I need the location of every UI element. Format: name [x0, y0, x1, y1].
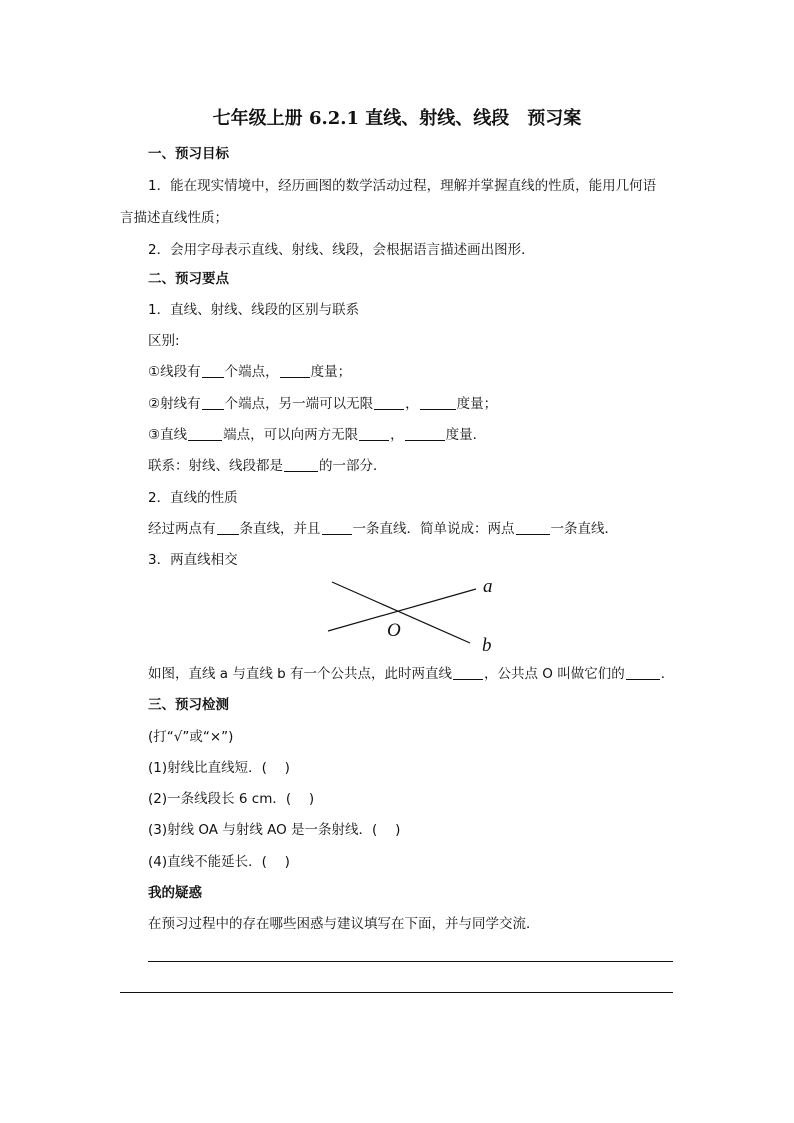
property-line: 经过两点有 条直线，并且 一条直线．简单说成：两点 一条直线． — [148, 521, 618, 537]
blank-intersection-point[interactable] — [626, 665, 660, 680]
section-heading-points: 二、预习要点 — [148, 271, 229, 287]
check-question-3[interactable]: (3)射线 OA 与射线 AO 是一条射线．( ) — [148, 822, 401, 838]
label-a: a — [483, 576, 493, 597]
relation-line: 联系：射线、线段都是 的一部分． — [148, 458, 387, 474]
doubts-text: 在预习过程中的存在哪些困惑与建议填写在下面，并与同学交流． — [148, 916, 540, 932]
check-question-4[interactable]: (4)直线不能延长．( ) — [148, 854, 290, 870]
segment-line: ①线段有 个端点， 度量； — [148, 364, 352, 380]
goal-item-1-line-1: 1．能在现实情境中，经历画图的数学活动过程，理解并掌握直线的性质，能用几何语 — [148, 178, 657, 194]
intersection-line: 如图，直线 a 与直线 b 有一个公共点，此时两直线 ，公共点 O 叫做它们的 ． — [148, 666, 675, 682]
point-sub-2: 2．直线的性质 — [148, 490, 238, 506]
label-b: b — [482, 635, 492, 656]
answer-rule-1[interactable] — [148, 961, 673, 962]
ray-line: ②射线有 个端点，另一端可以无限 ， 度量； — [148, 396, 498, 412]
section-heading-goals: 一、预习目标 — [148, 146, 229, 162]
label-o: O — [387, 620, 401, 641]
check-hint: (打“√”或“×”) — [148, 729, 234, 745]
answer-rule-2[interactable] — [120, 992, 673, 993]
line-b — [332, 582, 470, 643]
section-heading-check: 三、预习检测 — [148, 697, 229, 713]
goal-item-2: 2．会用字母表示直线、射线、线段，会根据语言描述画出图形． — [148, 242, 535, 258]
goal-item-1-line-2: 言描述直线性质； — [120, 210, 228, 226]
line-a — [328, 589, 476, 631]
page-title: 七年级上册 6.2.1 直线、射线、线段 预习案 — [212, 108, 582, 129]
check-question-2[interactable]: (2)一条线段长 6 cm．( ) — [148, 791, 315, 807]
check-question-1[interactable]: (1)射线比直线短．( ) — [148, 760, 290, 776]
blank-intersect[interactable] — [453, 665, 483, 680]
difference-label: 区别: — [148, 333, 180, 349]
straight-line-line: ③直线 端点，可以向两方无限 ， 度量． — [148, 427, 487, 443]
point-sub-3: 3．两直线相交 — [148, 552, 238, 568]
doubts-heading: 我的疑惑 — [148, 885, 202, 901]
point-sub-1: 1．直线、射线、线段的区别与联系 — [148, 302, 360, 318]
